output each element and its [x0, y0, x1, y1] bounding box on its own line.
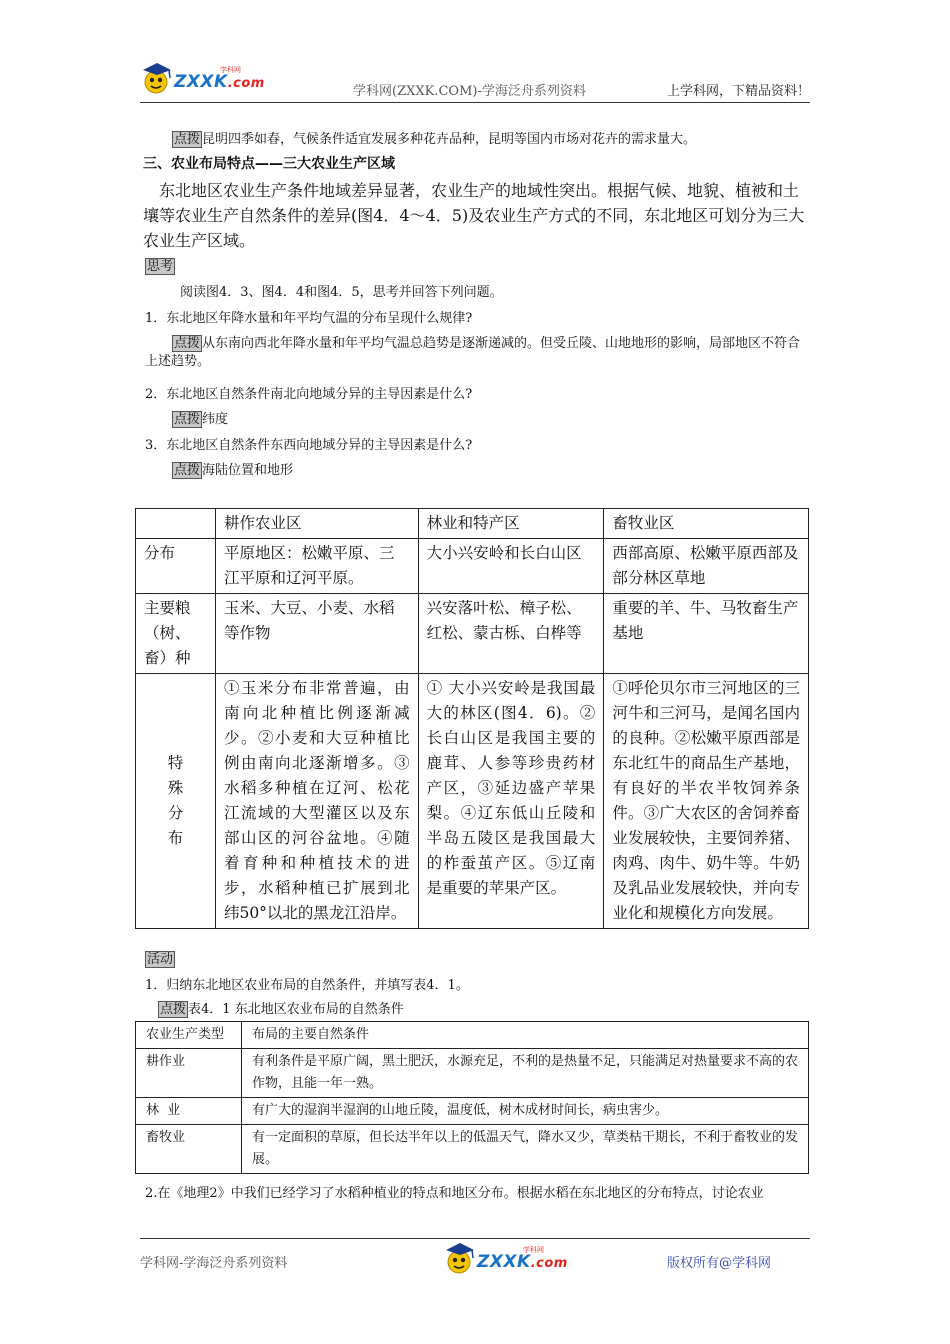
- table-header-cell: 畜牧业区: [604, 509, 809, 539]
- mascot-icon: [140, 60, 174, 98]
- table-cell: 玉米、大豆、小麦、水稻等作物: [215, 594, 418, 674]
- activity-question-2: 2.在《地理2》中我们已经学习了水稻种植业的特点和地区分布。根据水稻在东北地区的分布特点，讨论农业: [145, 1186, 764, 1201]
- table-cell: 有一定面积的草原，但长达半年以上的低温天气，降水又少，草类枯干期长，不利于畜牧业的发展。: [242, 1125, 809, 1174]
- table-cell: ①玉米分布非常普遍，由南向北种植比例逐渐减少。②小麦和大豆种植比例由南向北逐渐增多。③水稻多种植在辽河、松花江流域的大型灌区以及东部山区的河谷盆地。④随着育种和种植技术的进步，水稻种植已扩展到北纬50°以北的黑龙江沿岸。: [215, 674, 418, 929]
- table-row: [136, 1049, 809, 1098]
- page-header: [140, 60, 810, 104]
- question-2: 2．东北地区自然条件南北向地域分异的主导因素是什么?: [145, 387, 473, 402]
- header-divider: [140, 102, 810, 103]
- table-cell: 大小兴安岭和长白山区: [418, 539, 604, 594]
- question-3: 3．东北地区自然条件东西向地域分异的主导因素是什么?: [145, 438, 473, 453]
- row-label: 耕作业: [136, 1049, 242, 1098]
- answer-1-text: 从东南向西北年降水量和年平均气温总趋势是逐渐递减的。但受丘陵、山地地形的影响，局部地区不符合上述趋势。: [145, 336, 801, 369]
- table-row: [136, 674, 809, 929]
- activity-question-1: 1．归纳东北地区农业布局的自然条件，并填写表4．1。: [145, 978, 469, 993]
- mascot-icon: [443, 1240, 477, 1278]
- tip-label: 点拨: [174, 463, 201, 478]
- logo-sub-text: 学科网: [523, 1246, 544, 1254]
- tip-label: 点拨: [160, 1002, 187, 1017]
- table-header-cell: 农业生产类型: [136, 1022, 242, 1049]
- tip-label: 点拨: [174, 132, 201, 147]
- think-label: 思考: [147, 259, 174, 274]
- table-cell: 兴安落叶松、樟子松、红松、蒙古栎、白桦等: [418, 594, 604, 674]
- logo-text: ZXXK.com: [174, 72, 265, 92]
- table-row: [136, 1098, 809, 1125]
- natural-conditions-table: [135, 1021, 809, 1174]
- table-row: [136, 539, 809, 594]
- table-header-cell: 布局的主要自然条件: [242, 1022, 809, 1049]
- tip-text: 昆明四季如春，气候条件适宜发展多种花卉品种，昆明等国内市场对花卉的需求量大。: [202, 132, 697, 147]
- table2-caption: 表4．1 东北地区农业布局的自然条件: [188, 1002, 404, 1017]
- row-label: 林 业: [136, 1098, 242, 1125]
- answer-2-text: 纬度: [202, 412, 229, 427]
- answer-1: [145, 335, 809, 371]
- header-right-text: 上学科网，下精品资料！: [666, 84, 810, 99]
- agriculture-zones-table: [135, 508, 809, 929]
- logo-sub-text: 学科网: [220, 66, 241, 74]
- tip-paragraph-1: [172, 131, 696, 149]
- activity-label-line: [145, 951, 175, 969]
- tip-label: 点拨: [174, 336, 201, 351]
- row-label: 分布: [136, 539, 216, 594]
- read-prompt: 阅读图4．3、图4．4和图4．5，思考并回答下列问题。: [180, 285, 503, 300]
- table-header-cell: 林业和特产区: [418, 509, 604, 539]
- footer-logo[interactable]: [443, 1240, 568, 1278]
- answer-3-text: 海陆位置和地形: [202, 463, 294, 478]
- activity-label: 活动: [147, 952, 174, 967]
- tip-label: 点拨: [174, 412, 201, 427]
- logo-text: ZXXK.com: [477, 1252, 568, 1272]
- think-label-line: [145, 258, 175, 276]
- table-header-row: [136, 509, 809, 539]
- table-header-row: [136, 1022, 809, 1049]
- header-center-text: 学科网(ZXXK.COM)-学海泛舟系列资料: [353, 84, 586, 99]
- table-cell: 重要的羊、牛、马牧畜生产基地: [604, 594, 809, 674]
- section-heading: 三、农业布局特点——三大农业生产区域: [143, 156, 395, 172]
- footer-divider: [140, 1238, 810, 1239]
- table-cell: 西部高原、松嫩平原西部及部分林区草地: [604, 539, 809, 594]
- table-row: [136, 594, 809, 674]
- footer-right-text: 版权所有@学科网: [667, 1256, 772, 1271]
- table-cell: ①呼伦贝尔市三河地区的三河牛和三河马，是闻名国内的良种。②松嫩平原西部是东北红牛的商品生产基地，有良好的半农半牧饲养条件。③广大农区的舍饲养畜业发展较快，主要饲养猪、肉鸡、肉牛、奶牛等。牛奶及乳品业发展较快，并向专业化和规模化方向发展。: [604, 674, 809, 929]
- intro-paragraph: 东北地区农业生产条件地域差异显著，农业生产的地域性突出。根据气候、地貌、植被和土壤等农业生产自然条件的差异(图4．4～4．5)及农业生产方式的不同，东北地区可划分为三大农业生产区域。: [143, 181, 805, 250]
- table-header-cell: 耕作农业区: [215, 509, 418, 539]
- zxxk-logo[interactable]: [140, 60, 265, 98]
- question-1: 1．东北地区年降水量和年平均气温的分布呈现什么规律?: [145, 311, 473, 326]
- answer-2: [172, 411, 228, 429]
- answer-3: [172, 462, 293, 480]
- row-label: 特 殊 分 布: [136, 674, 216, 929]
- table-cell: 有利条件是平原广阔，黑土肥沃，水源充足，不利的是热量不足，只能满足对热量要求不高的农作物，且能一年一熟。: [242, 1049, 809, 1098]
- table2-caption-line: [158, 1001, 404, 1019]
- table-cell: 有广大的湿润半湿润的山地丘陵，温度低，树木成材时间长，病虫害少。: [242, 1098, 809, 1125]
- table-row: [136, 1125, 809, 1174]
- footer-left-text: 学科网-学海泛舟系列资料: [140, 1256, 288, 1271]
- row-label: 主要粮（树、畜）种: [136, 594, 216, 674]
- table-header-cell: [136, 509, 216, 539]
- table-cell: ① 大小兴安岭是我国最大的林区(图4．6)。②长白山区是我国主要的鹿茸、人参等珍贵药材产区，③延边盛产苹果梨。④辽东低山丘陵和半岛五陵区是我国最大的柞蚕茧产区。⑤辽南是重要的苹果产区。: [418, 674, 604, 929]
- row-label: 畜牧业: [136, 1125, 242, 1174]
- table-cell: 平原地区：松嫩平原、三江平原和辽河平原。: [215, 539, 418, 594]
